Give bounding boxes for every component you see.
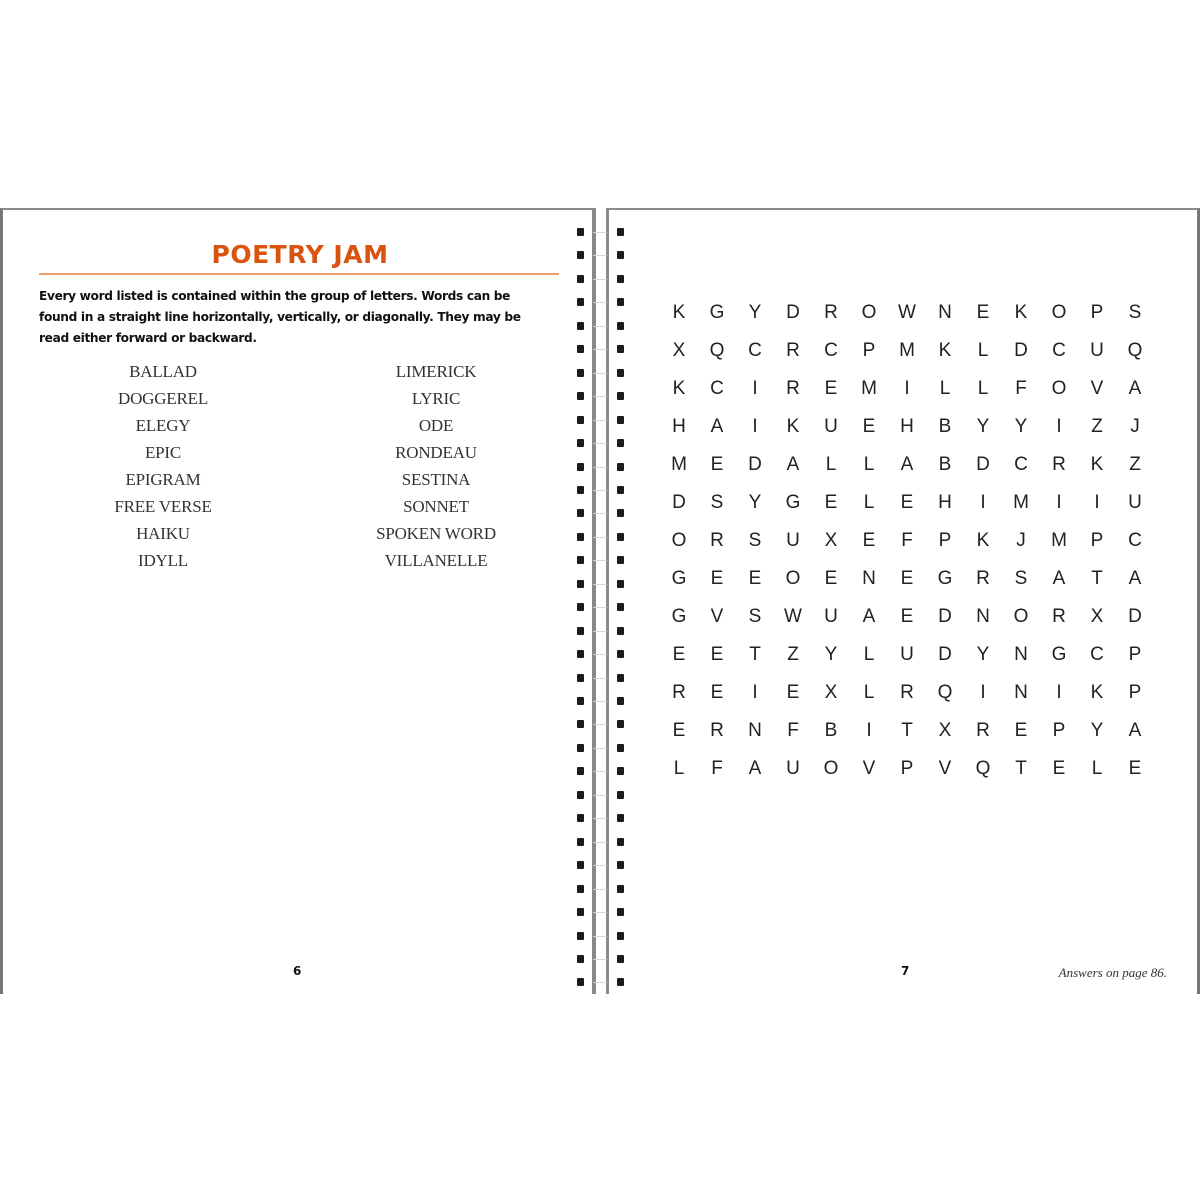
grid-letter: G [1051,644,1067,665]
grid-letter: O [1051,378,1067,399]
grid-letter: I [904,378,910,399]
grid-letter: O [785,568,801,589]
grid-letter: L [825,454,837,475]
grid-letter: B [824,720,838,741]
word-search-grid [660,299,1154,793]
grid-letter: Y [748,492,762,513]
grid-letter: E [976,302,990,323]
grid-letter: C [1014,454,1028,475]
word-list-item: ODE [418,416,454,435]
grid-letter: I [1056,682,1062,703]
grid-letter: C [748,340,762,361]
page-title: POETRY JAM [211,240,389,269]
word-list-item: DOGGEREL [118,389,208,408]
grid-letter: P [1128,682,1142,703]
grid-letter: E [672,644,686,665]
grid-letter: V [1090,378,1104,399]
grid-letter: F [1015,378,1027,399]
grid-letter: I [1094,492,1100,513]
grid-letter: B [938,454,952,475]
grid-letter: R [976,720,990,741]
grid-letter: I [866,720,872,741]
grid-letter: U [1090,340,1104,361]
grid-letter: E [1052,758,1066,779]
grid-letter: C [1128,530,1142,551]
grid-letter: C [710,378,724,399]
grid-letter: E [710,644,724,665]
grid-letter: R [900,682,914,703]
grid-letter: L [673,758,685,779]
gutter-line-left [594,208,596,994]
puzzle-instructions: Every word listed is contained within the group of letters. Words can be found in a straight line horizontally, vertically, or diagonally. They may be read either forward or backward. [39,289,521,345]
grid-letter: R [1052,454,1066,475]
word-list-item: SESTINA [401,470,471,489]
grid-letter: E [748,568,762,589]
grid-letter: U [1128,492,1142,513]
grid-letter: R [786,378,800,399]
grid-letter: L [863,492,875,513]
grid-letter: D [976,454,990,475]
word-list-column-1 [63,358,263,574]
grid-letter: I [752,682,758,703]
grid-letter: A [862,606,876,627]
grid-letter: K [976,530,990,551]
grid-letter: P [1090,530,1104,551]
grid-letter: H [938,492,952,513]
grid-letter: E [1128,758,1142,779]
grid-letter: K [672,378,686,399]
grid-letter: O [1013,606,1029,627]
grid-letter: P [1128,644,1142,665]
grid-letter: F [787,720,799,741]
grid-letter: D [672,492,686,513]
grid-letter: R [1052,606,1066,627]
grid-letter: D [1128,606,1142,627]
grid-letter: E [900,606,914,627]
word-list-item: SPOKEN WORD [376,524,496,543]
grid-letter: D [748,454,762,475]
grid-letter: A [786,454,800,475]
grid-letter: D [938,644,952,665]
grid-letter: E [900,568,914,589]
grid-letter: N [748,720,762,741]
grid-letter: E [900,492,914,513]
grid-letter: S [1014,568,1028,589]
grid-letter: L [863,454,875,475]
grid-letter: T [901,720,913,741]
answers-note: Answers on page 86. [1058,965,1167,980]
grid-letter: B [938,416,952,437]
grid-letter: A [1128,720,1142,741]
word-list-item: RONDEAU [395,443,477,462]
grid-letter: L [863,682,875,703]
grid-letter: L [977,340,989,361]
left-page [0,208,594,994]
grid-letter: O [671,530,687,551]
grid-letter: H [672,416,686,437]
page-number: 6 [293,964,302,978]
grid-letter: E [862,530,876,551]
grid-letter: E [862,416,876,437]
grid-letter: G [785,492,801,513]
word-list-item: VILLANELLE [384,551,488,570]
grid-letter: Y [748,302,762,323]
grid-letter: E [1014,720,1028,741]
grid-letter: U [900,644,914,665]
word-list-item: LIMERICK [395,362,477,381]
grid-letter: M [899,340,915,361]
grid-letter: S [710,492,724,513]
grid-letter: P [1090,302,1104,323]
grid-letter: M [671,454,687,475]
grid-letter: D [938,606,952,627]
grid-letter: M [1013,492,1029,513]
grid-letter: C [1052,340,1066,361]
right-page [607,208,1200,994]
grid-letter: E [824,378,838,399]
word-list-item: SONNET [403,497,469,516]
grid-letter: G [671,606,687,627]
grid-letter: T [1091,568,1103,589]
grid-letter: A [1128,568,1142,589]
grid-letter: M [1051,530,1067,551]
grid-letter: D [786,302,800,323]
grid-letter: Q [1127,340,1143,361]
grid-letter: K [1014,302,1028,323]
grid-letter: P [1052,720,1066,741]
grid-letter: L [939,378,951,399]
grid-letter: S [1128,302,1142,323]
grid-letter: N [976,606,990,627]
grid-letter: E [710,454,724,475]
grid-letter: X [824,682,838,703]
grid-letter: E [710,682,724,703]
grid-letter: N [938,302,952,323]
grid-letter: R [786,340,800,361]
grid-letter: U [824,416,838,437]
grid-letter: V [710,606,724,627]
grid-letter: I [1056,416,1062,437]
grid-letter: P [900,758,914,779]
grid-letter: U [786,530,800,551]
grid-letter: Y [976,644,990,665]
grid-letter: S [748,606,762,627]
grid-letter: Y [1090,720,1104,741]
grid-letter: Z [1091,416,1103,437]
word-list-item: LYRIC [411,389,461,408]
grid-letter: T [749,644,761,665]
grid-letter: N [1014,644,1028,665]
gutter-line-right [606,208,608,994]
grid-letter: Z [1129,454,1141,475]
page-number: 7 [901,964,910,978]
grid-letter: A [1052,568,1066,589]
grid-letter: W [784,606,802,627]
grid-letter: L [1091,758,1103,779]
grid-letter: X [824,530,838,551]
grid-letter: E [824,568,838,589]
grid-letter: X [1090,606,1104,627]
grid-letter: G [937,568,953,589]
grid-letter: K [786,416,800,437]
grid-letter: R [710,530,724,551]
grid-letter: X [938,720,952,741]
grid-letter: O [1051,302,1067,323]
grid-letter: E [710,568,724,589]
grid-letter: Q [709,340,725,361]
grid-letter: K [938,340,952,361]
word-list-item: ELEGY [135,416,191,435]
grid-letter: A [748,758,762,779]
grid-letter: P [862,340,876,361]
grid-letter: L [863,644,875,665]
grid-letter: J [1130,416,1140,437]
grid-letter: K [1090,682,1104,703]
grid-letter: I [1056,492,1062,513]
grid-letter: I [752,416,758,437]
grid-letter: A [710,416,724,437]
grid-letter: U [824,606,838,627]
grid-letter: V [938,758,952,779]
grid-letter: L [977,378,989,399]
grid-letter: P [938,530,952,551]
word-list-item: EPIGRAM [125,470,201,489]
grid-letter: A [1128,378,1142,399]
grid-letter: Y [976,416,990,437]
grid-letter: G [709,302,725,323]
word-list-column-2 [336,358,536,574]
grid-letter: N [862,568,876,589]
grid-letter: F [711,758,723,779]
grid-letter: R [976,568,990,589]
grid-letter: C [1090,644,1104,665]
grid-letter: E [824,492,838,513]
grid-letter: Y [1014,416,1028,437]
grid-letter: A [900,454,914,475]
grid-letter: W [898,302,916,323]
grid-letter: K [1090,454,1104,475]
word-list-item: IDYLL [138,551,188,570]
grid-letter: K [672,302,686,323]
grid-letter: I [980,492,986,513]
grid-letter: G [671,568,687,589]
grid-letter: Y [824,644,838,665]
grid-letter: O [823,758,839,779]
grid-letter: S [748,530,762,551]
title-divider [39,273,559,275]
grid-letter: M [861,378,877,399]
word-list-item: BALLAD [129,362,197,381]
grid-letter: R [672,682,686,703]
grid-letter: E [786,682,800,703]
grid-letter: T [1015,758,1027,779]
grid-letter: J [1016,530,1026,551]
grid-letter: C [824,340,838,361]
grid-letter: O [861,302,877,323]
word-list-item: EPIC [144,443,182,462]
grid-letter: H [900,416,914,437]
grid-letter: N [1014,682,1028,703]
grid-letter: Q [975,758,991,779]
grid-letter: U [786,758,800,779]
book-spread [0,208,1200,994]
grid-letter: V [862,758,876,779]
grid-letter: D [1014,340,1028,361]
grid-letter: E [672,720,686,741]
grid-letter: I [980,682,986,703]
grid-letter: Q [937,682,953,703]
word-list-item: FREE VERSE [114,497,212,516]
grid-letter: I [752,378,758,399]
grid-letter: F [901,530,913,551]
grid-letter: R [710,720,724,741]
word-list-item: HAIKU [136,524,190,543]
grid-letter: X [672,340,686,361]
grid-letter: R [824,302,838,323]
grid-letter: Z [787,644,799,665]
